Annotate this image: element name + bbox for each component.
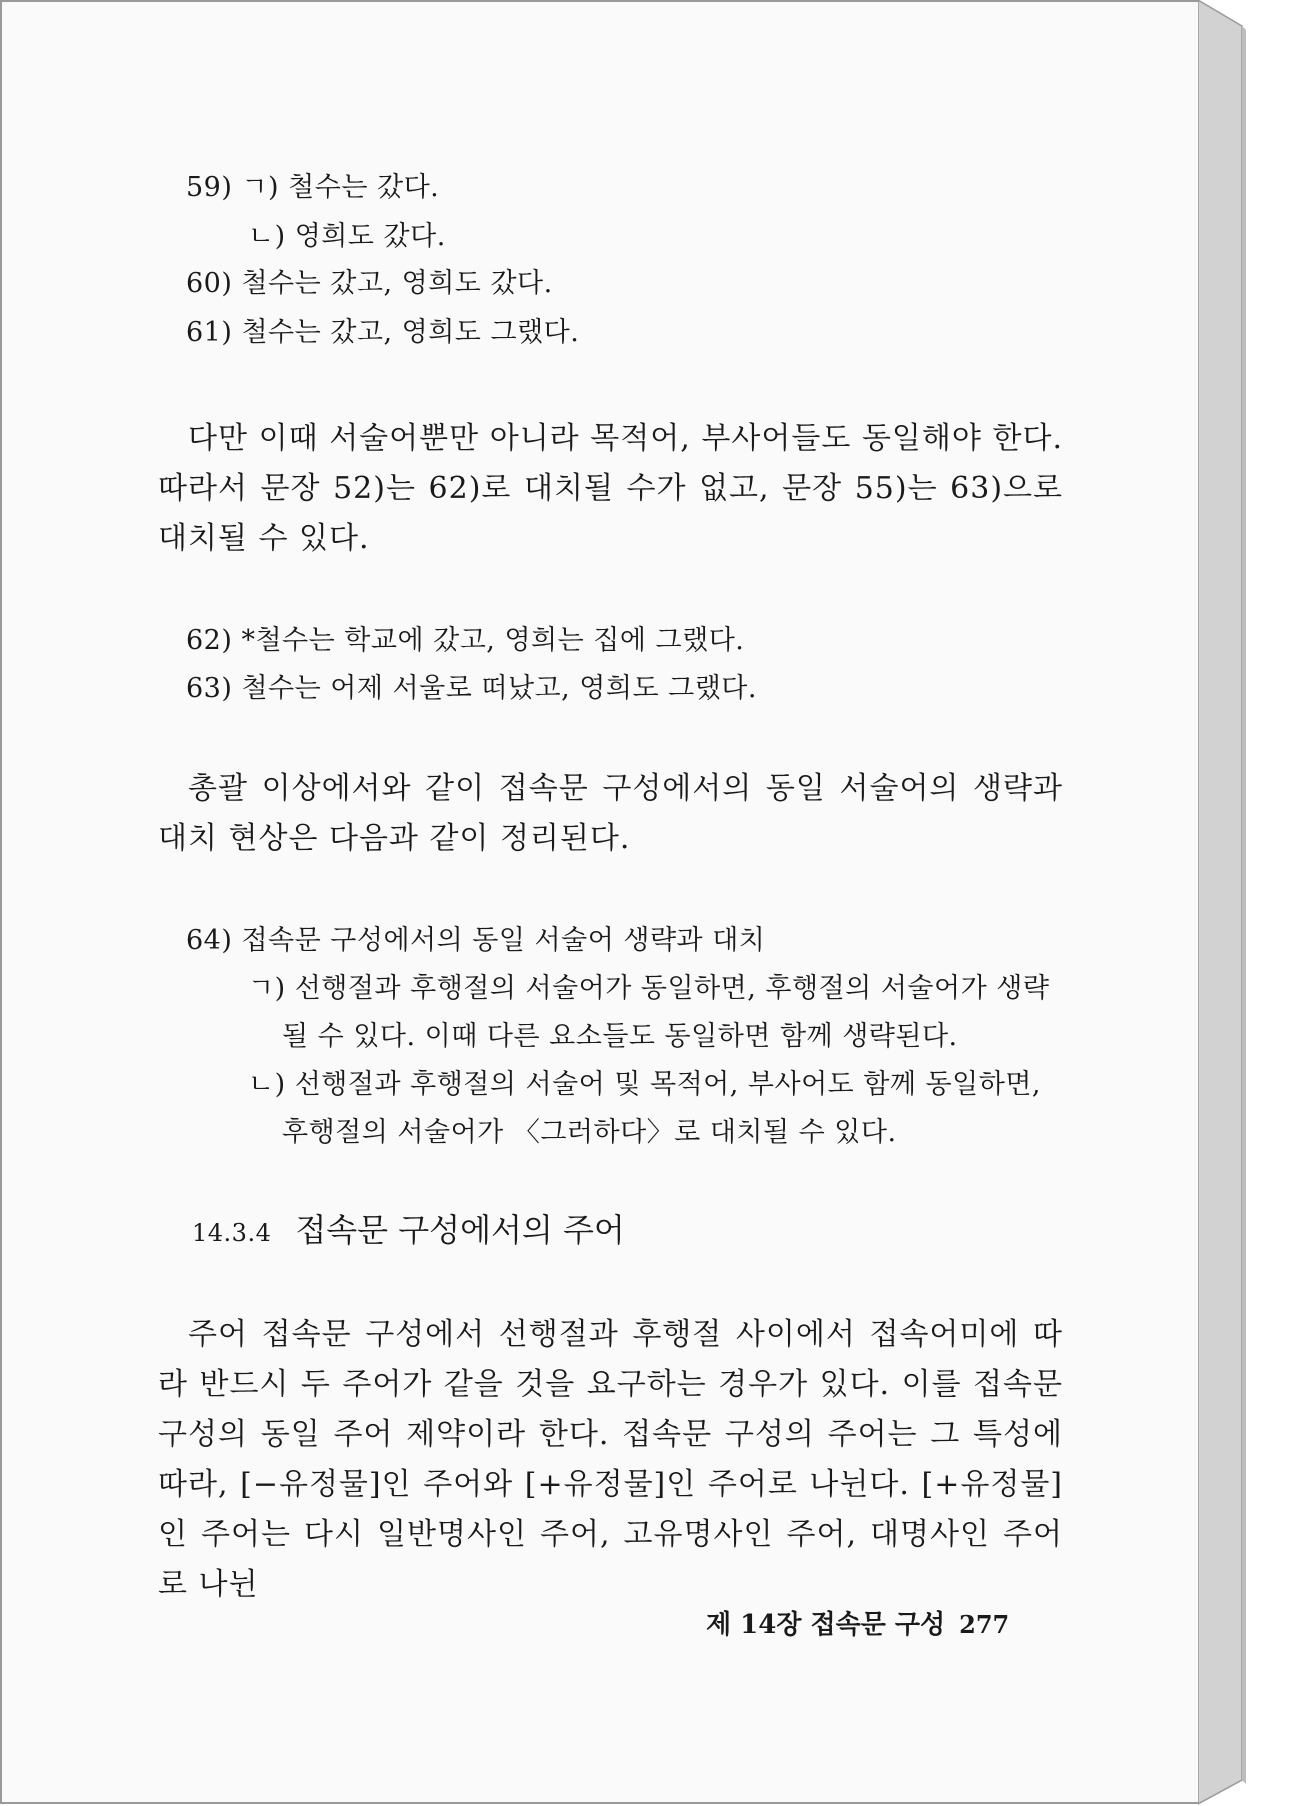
paragraph-2-text: 총괄 이상에서와 같이 접속문 구성에서의 동일 서술어의 생략과 대치 현상은 다음과 같이 정리된다. <box>158 771 1063 856</box>
example-64-title: 64) 접속문 구성에서의 동일 서술어 생략과 대치 <box>186 925 766 956</box>
example-59b: ㄴ) 영희도 갔다. <box>248 221 446 252</box>
example-64a-line1: ㄱ) 선행절과 후행절의 서술어가 동일하면, 후행절의 서술어가 생략 <box>248 973 1050 1004</box>
footer-chapter: 제 14장 접속문 구성 <box>706 1610 946 1640</box>
example-63: 63) 철수는 어제 서울로 떠났고, 영희도 그랬다. <box>186 673 757 704</box>
paragraph-2 <box>158 764 1063 864</box>
example-64b-line1: ㄴ) 선행절과 후행절의 서술어 및 목적어, 부사어도 함께 동일하면, <box>248 1069 1041 1100</box>
paragraph-3-text: 주어 접속문 구성에서 선행절과 후행절 사이에서 접속어미에 따라 반드시 두 주어가 같을 것을 요구하는 경우가 있다. 이를 접속문 구성의 동일 주어 제약이라 한다. 접속문 구성의 주어는 그 특성에 따라, [−유정물]인 주어와 [+유정물]인 주어로 나뉜다. [+유정물]인 주어는 다시 일반명사인 주어, 고유명사인 주어, 대명사인 주어로 나뉜 <box>158 1317 1063 1602</box>
example-64b-line2: 후행절의 서술어가 〈그러하다〉로 대치될 수 있다. <box>282 1117 897 1148</box>
page-number: 277 <box>959 1610 1010 1639</box>
example-61: 61) 철수는 갔고, 영희도 그랬다. <box>186 317 580 348</box>
section-heading <box>192 1210 625 1253</box>
paragraph-1 <box>158 414 1063 564</box>
example-62: 62) *철수는 학교에 갔고, 영희는 집에 그랬다. <box>186 625 745 656</box>
paragraph-3 <box>158 1310 1063 1610</box>
section-title: 접속문 구성에서의 주어 <box>295 1211 625 1249</box>
paragraph-1-text: 다만 이때 서술어뿐만 아니라 목적어, 부사어들도 동일해야 한다. 따라서 문장 52)는 62)로 대치될 수가 없고, 문장 55)는 63)으로 대치될 수 있다. <box>158 421 1063 556</box>
page-footer <box>706 1608 1009 1642</box>
example-60: 60) 철수는 갔고, 영희도 갔다. <box>186 268 553 299</box>
example-59a: 59) ㄱ) 철수는 갔다. <box>186 172 440 203</box>
section-number: 14.3.4 <box>192 1219 272 1247</box>
example-64a-line2: 될 수 있다. 이때 다른 요소들도 동일하면 함께 생략된다. <box>282 1021 958 1052</box>
